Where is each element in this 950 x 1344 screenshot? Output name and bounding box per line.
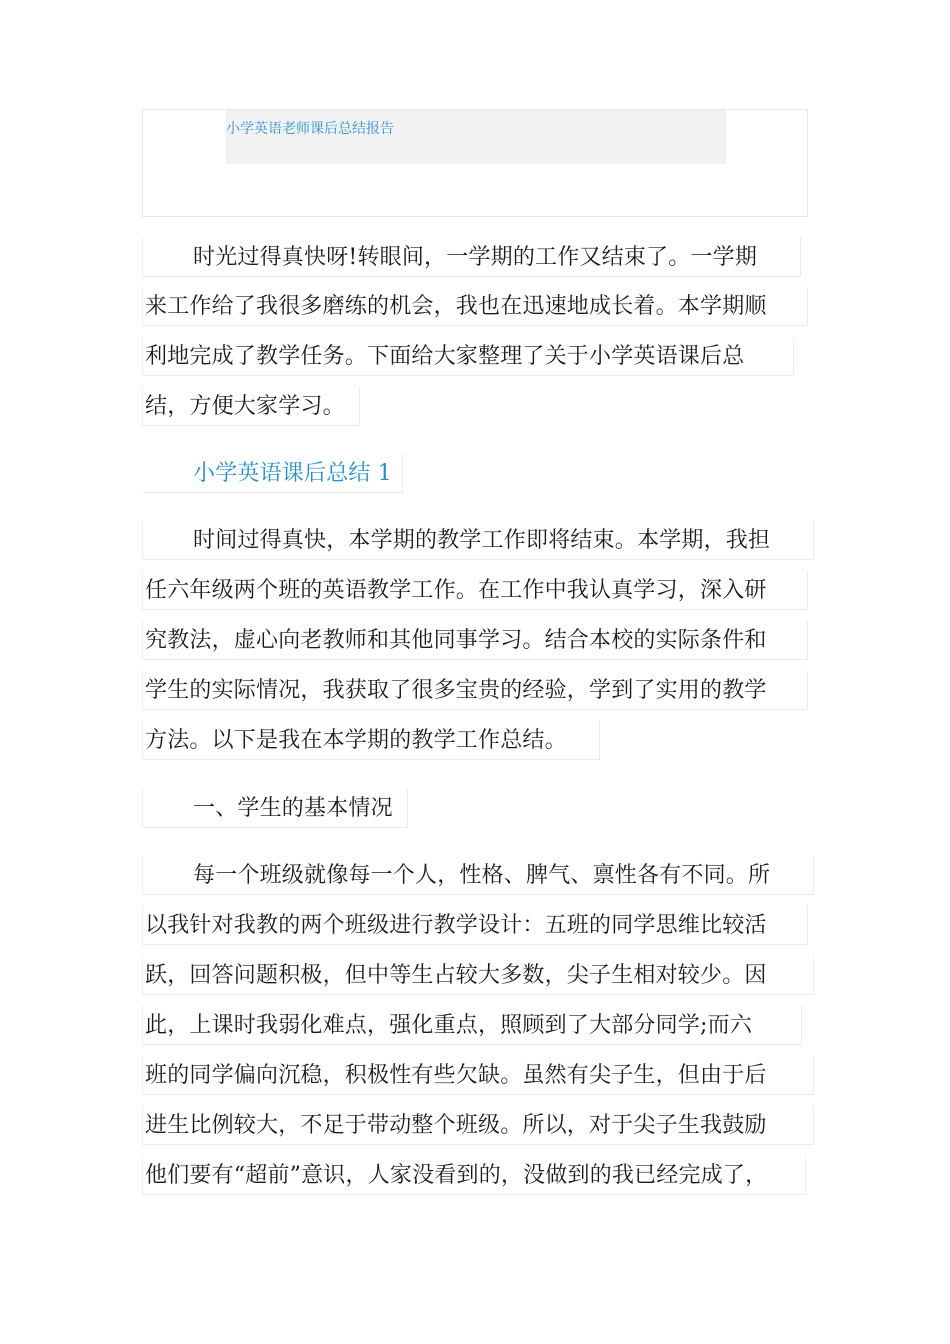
header-band — [226, 110, 726, 164]
paragraph-line: 结，方便大家学习。 — [142, 386, 360, 426]
paragraph-line: 每一个班级就像每一个人，性格、脾气、禀性各有不同。所 — [142, 855, 814, 895]
paragraph-line: 班的同学偏向沉稳，积极性有些欠缺。虽然有尖子生，但由于后 — [142, 1055, 814, 1095]
paragraph-line: 时光过得真快呀!转眼间，一学期的工作又结束了。一学期 — [142, 237, 801, 277]
paragraph-line: 以我针对我教的两个班级进行教学设计：五班的同学思维比较活 — [142, 905, 808, 945]
paragraph-line: 方法。以下是我在本学期的教学工作总结。 — [142, 720, 600, 760]
paragraph-line: 时间过得真快，本学期的教学工作即将结束。本学期，我担 — [142, 520, 814, 560]
paragraph-line: 究教法，虚心向老教师和其他同事学习。结合本校的实际条件和 — [142, 620, 808, 660]
section-heading: 小学英语课后总结 1 — [142, 453, 403, 493]
paragraph-line: 进生比例较大，不足于带动整个班级。所以，对于尖子生我鼓励 — [142, 1105, 814, 1145]
subsection-heading: 一、学生的基本情况 — [142, 788, 408, 828]
paragraph-line: 学生的实际情况，我获取了很多宝贵的经验，学到了实用的教学 — [142, 670, 808, 710]
paragraph-line: 跃，回答问题积极，但中等生占较大多数，尖子生相对较少。因 — [142, 955, 814, 995]
paragraph-line: 此，上课时我弱化难点，强化重点，照顾到了大部分同学;而六 — [142, 1005, 802, 1045]
header-box — [142, 109, 808, 217]
paragraph-line: 任六年级两个班的英语教学工作。在工作中我认真学习，深入研 — [142, 570, 808, 610]
paragraph-line: 他们要有“超前”意识，人家没看到的，没做到的我已经完成了， — [142, 1155, 806, 1195]
paragraph-line: 利地完成了教学任务。下面给大家整理了关于小学英语课后总 — [142, 336, 794, 376]
paragraph-line: 来工作给了我很多磨练的机会，我也在迅速地成长着。本学期顺 — [142, 286, 808, 326]
document-header-title: 小学英语老师课后总结报告 — [226, 121, 394, 137]
